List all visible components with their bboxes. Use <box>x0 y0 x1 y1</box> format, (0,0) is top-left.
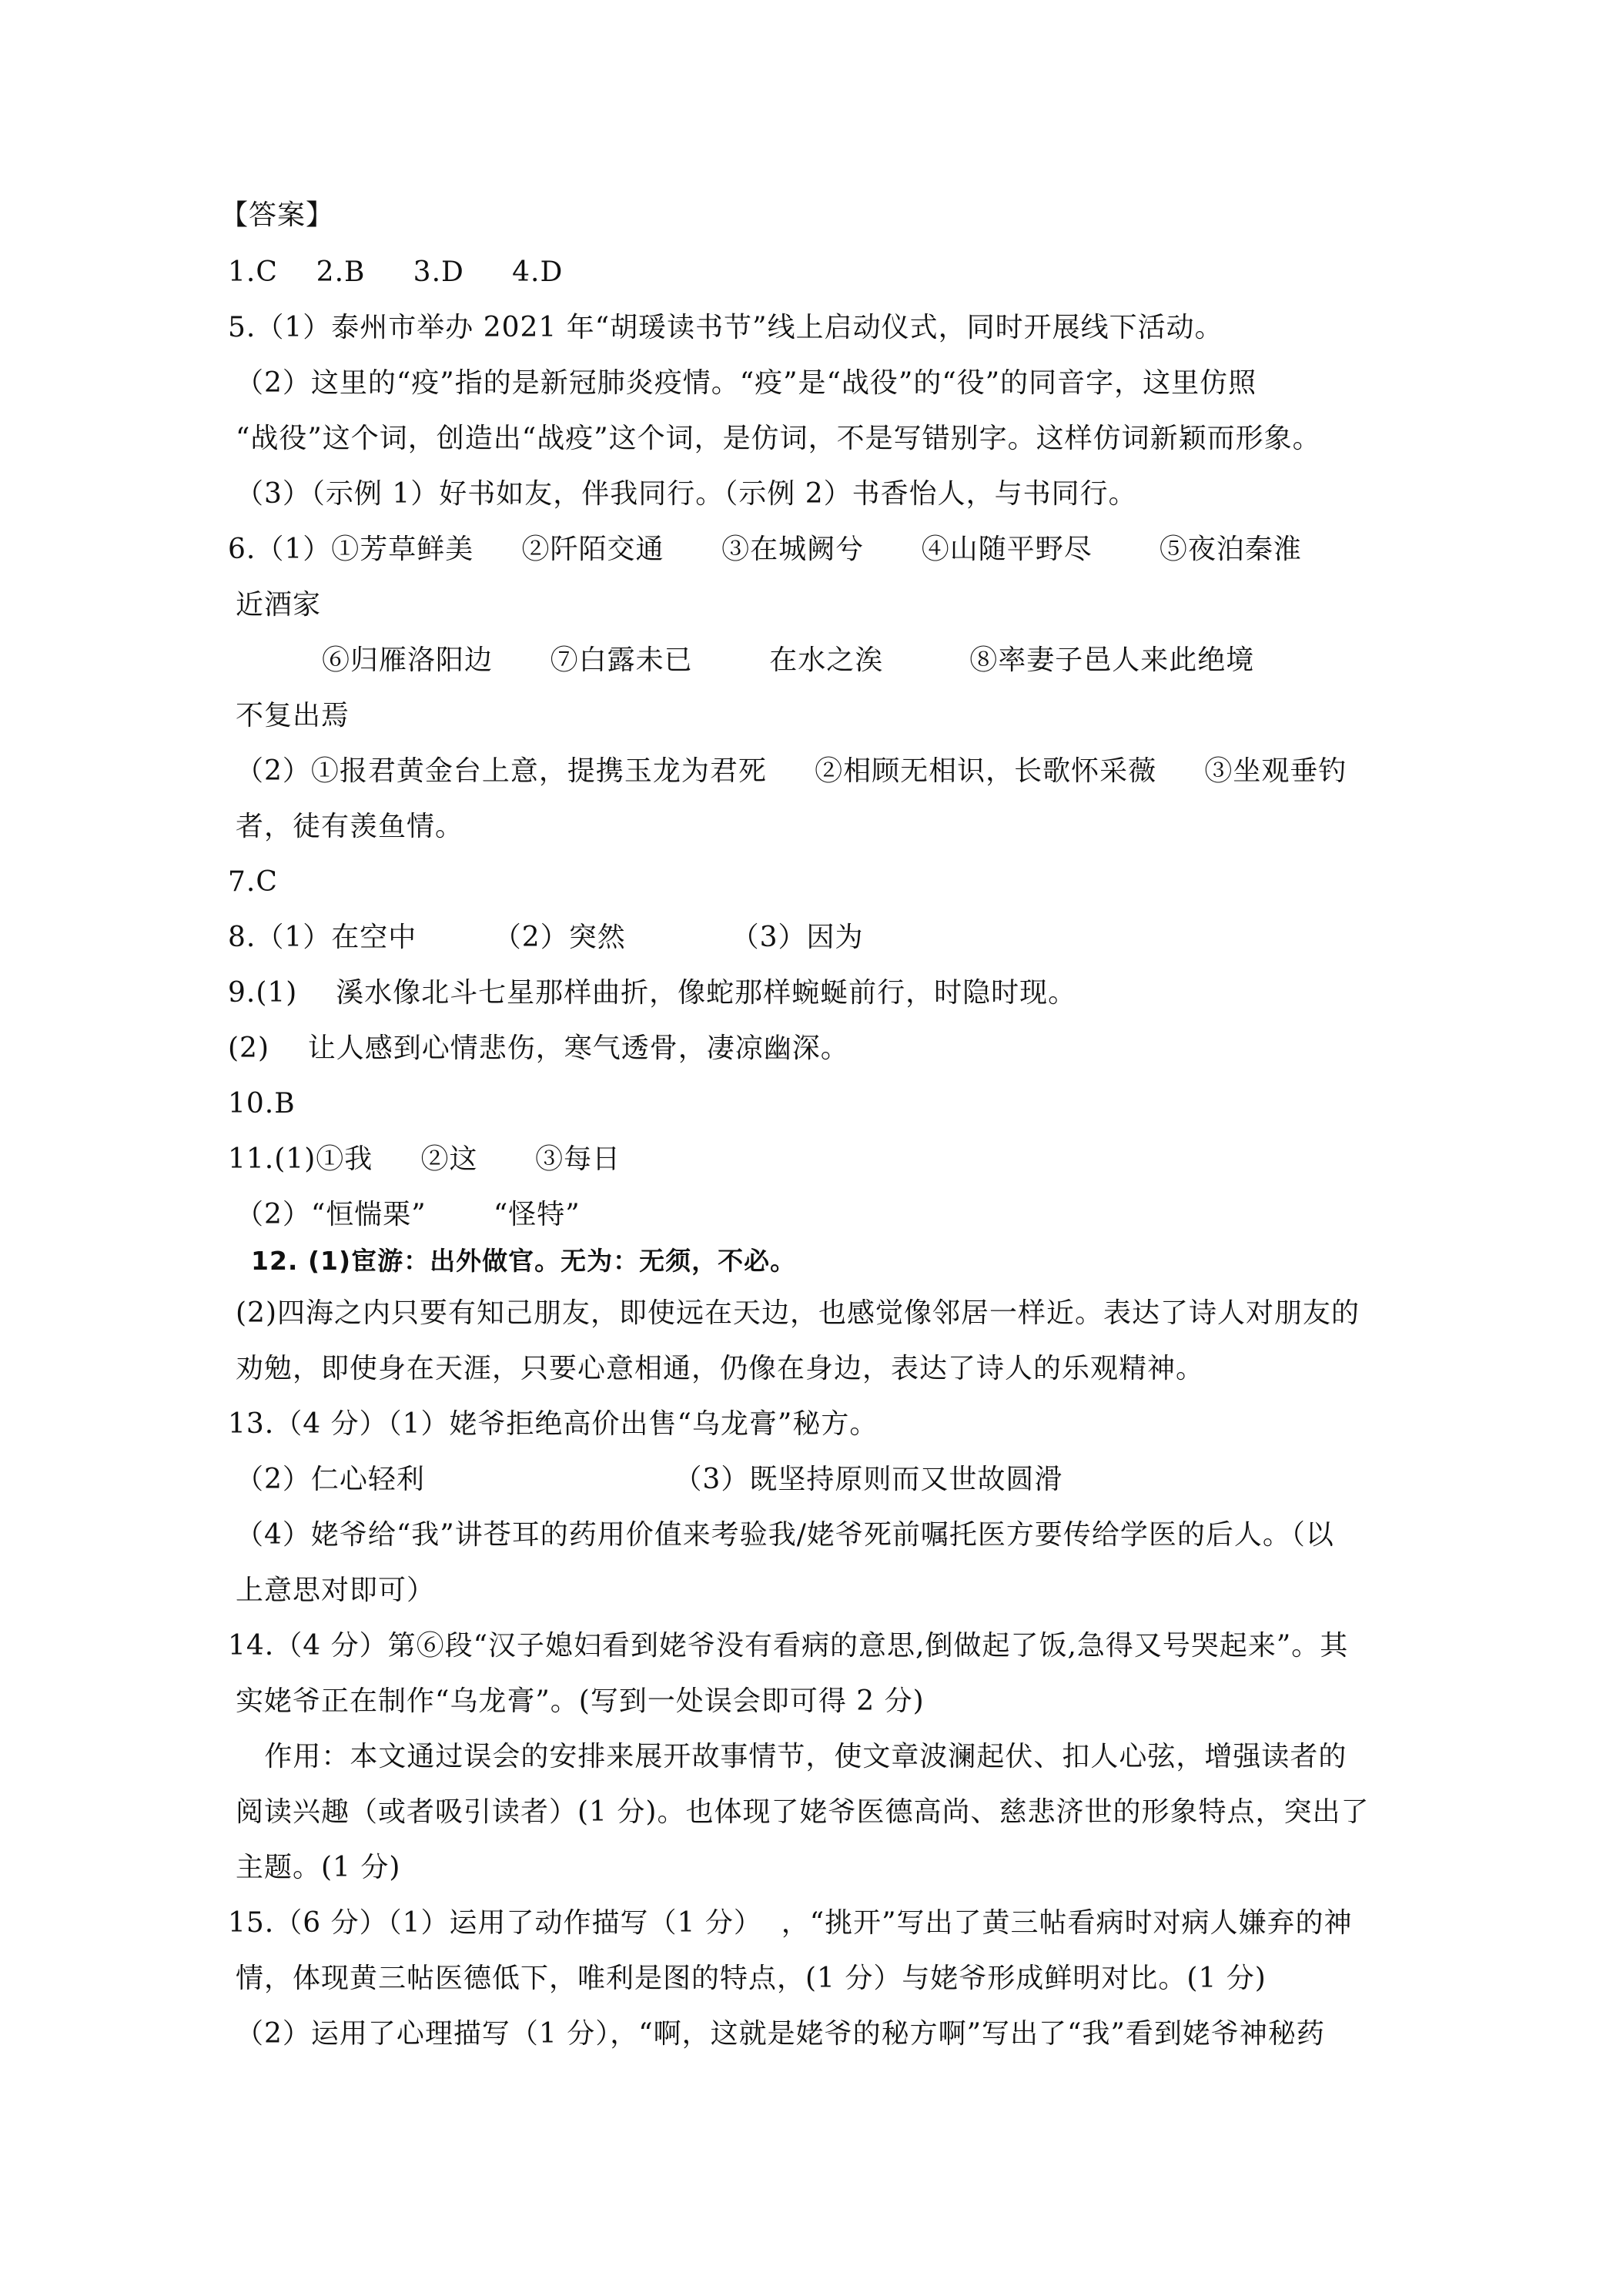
answer-line: 6.（1）①芳草鲜美 ②阡陌交通 ③在城阙兮 ④山随平野尽 ⑤夜泊秦淮 <box>228 534 1302 565</box>
answer-line: 8.（1）在空中 （2）突然 （3）因为 <box>228 922 864 953</box>
answer-line: 主题。(1 分) <box>236 1852 401 1883</box>
answer-line: 9.(1) 溪水像北斗七星那样曲折，像蛇那样蜿蜒前行，时隐时现。 <box>228 977 1077 1009</box>
answer-line: 12. (1)宦游：出外做官。无为：无须，不必。 <box>251 1246 797 1276</box>
answer-line: 近酒家 <box>236 589 322 621</box>
answer-line: 13.（4 分）（1）姥爷拒绝高价出售“乌龙膏”秘方。 <box>228 1408 878 1440</box>
answer-line: （2）这里的“疫”指的是新冠肺炎疫情。“疫”是“战役”的“役”的同音字，这里仿照 <box>236 367 1257 399</box>
answer-line: （2）运用了心理描写（1 分），“啊，这就是姥爷的秘方啊”写出了“我”看到姥爷神秘药 <box>236 2018 1325 2050</box>
answer-line: 1.C 2.B 3.D 4.D <box>228 256 564 288</box>
answer-line: 7.C <box>228 866 278 898</box>
answer-line: 情，体现黄三帖医德低下，唯利是图的特点，(1 分）与姥爷形成鲜明对比。(1 分) <box>236 1963 1267 1994</box>
answer-line: （3）（示例 1）好书如友，伴我同行。（示例 2）书香怡人，与书同行。 <box>236 478 1137 510</box>
answer-line: 10.B <box>228 1088 296 1120</box>
answer-heading: 【答案】 <box>220 199 335 231</box>
answer-line: ⑥归雁洛阳边 ⑦白露未已 在水之涘 ⑧率妻子邑人来此绝境 <box>236 644 1255 676</box>
answer-line: “战役”这个词，创造出“战疫”这个词，是仿词，不是写错别字。这样仿词新颖而形象。 <box>236 423 1321 454</box>
answer-line: 作用：本文通过误会的安排来展开故事情节，使文章波澜起伏、扣人心弦，增强读者的 <box>236 1741 1347 1772</box>
answer-line: 11.(1)①我 ②这 ③每日 <box>228 1143 621 1175</box>
answer-line: 14.（4 分）第⑥段“汉子媳妇看到姥爷没有看病的意思,倒做起了饭,急得又号哭起来”。其 <box>228 1630 1349 1662</box>
answer-line: （2）①报君黄金台上意，提携玉龙为君死 ②相顾无相识，长歌怀采薇 ③坐观垂钓 <box>236 755 1347 787</box>
answer-line: 5.（1）泰州市举办 2021 年“胡瑗读书节”线上启动仪式，同时开展线下活动。 <box>228 312 1223 343</box>
answer-line: 不复出焉 <box>236 700 350 731</box>
answer-line: 上意思对即可） <box>236 1575 436 1606</box>
answer-line: (2) 让人感到心情悲伤，寒气透骨，凄凉幽深。 <box>228 1033 849 1064</box>
answer-line: （4）姥爷给“我”讲苍耳的药用价值来考验我/姥爷死前嘱托医方要传给学医的后人。（以 <box>236 1519 1334 1551</box>
answer-line: 15.（6 分）（1）运用了动作描写（1 分） ，“挑开”写出了黄三帖看病时对病人嫌弃的神 <box>228 1907 1353 1939</box>
answer-line: 阅读兴趣（或者吸引读者）(1 分)。也体现了姥爷医德高尚、慈悲济世的形象特点，突出了 <box>236 1796 1370 1828</box>
answer-line: （2）仁心轻利 （3）既坚持原则而又世故圆滑 <box>236 1464 1063 1495</box>
answer-line: 劝勉，即使身在天涯，只要心意相通，仍像在身边，表达了诗人的乐观精神。 <box>236 1353 1205 1384</box>
answer-line: 者，徒有羡鱼情。 <box>236 811 464 842</box>
answer-line: （2）“恒惴栗” “怪特” <box>236 1199 581 1230</box>
answer-line: (2)四海之内只要有知己朋友，即使远在天边，也感觉像邻居一样近。表达了诗人对朋友的 <box>236 1297 1360 1329</box>
answer-line: 实姥爷正在制作“乌龙膏”。(写到一处误会即可得 2 分) <box>236 1685 925 1717</box>
